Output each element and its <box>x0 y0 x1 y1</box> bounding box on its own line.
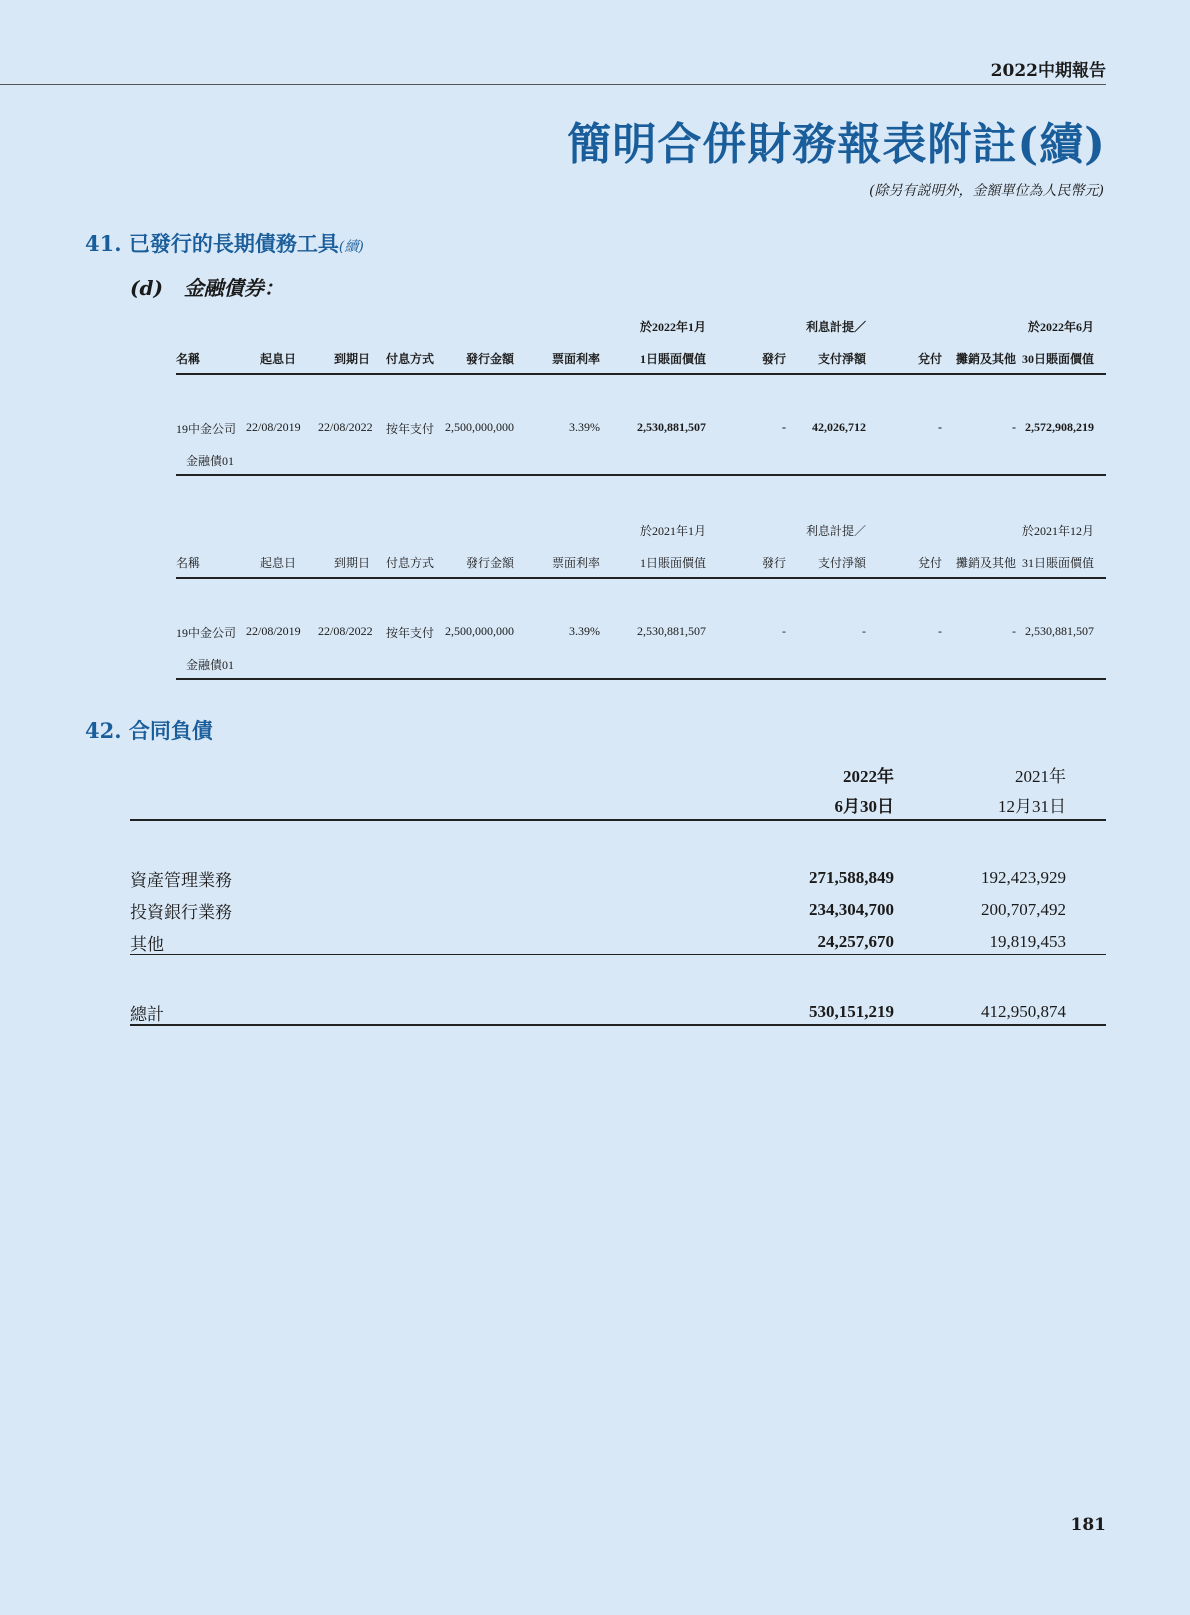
row-label: 資產管理業務 <box>130 871 232 890</box>
table-row <box>176 420 1106 438</box>
maturity-date: 22/08/2022 <box>318 624 373 638</box>
col-header: 攤銷及其他 <box>955 352 1016 366</box>
table-bottom-rule <box>176 474 1106 476</box>
col-header: 起息日 <box>260 352 297 366</box>
col-header: 兌付 <box>917 352 942 366</box>
value-date: 22/08/2019 <box>246 624 301 638</box>
col-header: 於2022年6月 <box>1027 320 1094 334</box>
bond-name: 19中金公司 <box>176 626 237 640</box>
col-header: 支付淨額 <box>817 352 866 366</box>
col-header: 到期日 <box>334 556 371 570</box>
net-interest: - <box>862 624 866 638</box>
value-2021: 19,819,453 <box>989 932 1066 951</box>
value-2022: 271,588,849 <box>809 868 894 887</box>
header-rule <box>130 819 1106 821</box>
header-row <box>176 350 1106 368</box>
header-rule <box>0 84 1106 85</box>
col-header: 發行 <box>761 352 786 366</box>
interest-method: 按年支付 <box>386 626 435 640</box>
opening-value: 2,530,881,507 <box>637 624 706 638</box>
col-header: 票面利率 <box>551 556 600 570</box>
col-header: 票面利率 <box>551 352 600 366</box>
issue-amount: 2,500,000,000 <box>445 624 514 638</box>
col-header: 31日賬面價值 <box>1021 556 1094 570</box>
header-row <box>176 554 1106 572</box>
redemption: - <box>938 624 942 638</box>
table-row-continuation <box>176 656 1106 674</box>
col-header: 支付淨額 <box>817 556 866 570</box>
col-header: 於2021年12月 <box>1021 524 1094 538</box>
row-label: 其他 <box>130 935 164 954</box>
section-number: 42. <box>85 718 122 743</box>
subsection-heading <box>130 272 284 301</box>
page-number: 181 <box>1070 1515 1106 1535</box>
coupon-rate: 3.39% <box>569 624 600 638</box>
col-header: 1日賬面價值 <box>639 352 706 366</box>
redemption: - <box>938 420 942 434</box>
issuance: - <box>782 420 786 434</box>
units-note: (除另有説明外，金額單位為人民幣元) <box>869 183 1104 199</box>
bond-table-2022 <box>176 318 1106 478</box>
col-header: 發行 <box>761 556 786 570</box>
value-2022: 234,304,700 <box>809 900 894 919</box>
maturity-date: 22/08/2022 <box>318 420 373 434</box>
bond-name: 19中金公司 <box>176 422 237 436</box>
section-title: 合同負債 <box>128 718 213 743</box>
total-label: 總計 <box>130 1005 164 1024</box>
amortisation: - <box>1012 624 1016 638</box>
closing-value: 2,572,908,219 <box>1025 420 1094 434</box>
col-header: 利息計提／ <box>805 320 866 334</box>
col-header: 利息計提／ <box>805 524 866 538</box>
value-2021: 200,707,492 <box>981 900 1066 919</box>
section-41-heading <box>85 228 364 258</box>
header-rule <box>176 577 1106 579</box>
header-row-top <box>176 318 1106 336</box>
col-header: 名稱 <box>176 352 201 366</box>
amortisation: - <box>1012 420 1016 434</box>
col-header: 發行金額 <box>465 352 514 366</box>
contract-liabilities-table <box>130 760 1106 1030</box>
col-header: 1日賬面價值 <box>639 556 706 570</box>
section-number: 41. <box>85 231 122 256</box>
section-title: 已發行的長期債務工具 <box>128 231 339 256</box>
coupon-rate: 3.39% <box>569 420 600 434</box>
value-date: 22/08/2019 <box>246 420 301 434</box>
value-2021: 192,423,929 <box>981 868 1066 887</box>
net-interest: 42,026,712 <box>812 420 866 434</box>
col-header: 於2022年1月 <box>639 320 706 334</box>
col-header-2021-date: 12月31日 <box>998 797 1066 816</box>
issue-amount: 2,500,000,000 <box>445 420 514 434</box>
header-row-top <box>176 522 1106 540</box>
table-row-continuation <box>176 452 1106 470</box>
section-42-heading <box>85 715 213 745</box>
col-header: 到期日 <box>334 352 371 366</box>
subtotal-rule <box>130 954 1106 955</box>
page-title: 簡明合併財務報表附註(續) <box>567 119 1106 170</box>
subsection-title: 金融債券： <box>183 276 284 300</box>
table-row <box>176 624 1106 642</box>
bond-name-line2: 金融債01 <box>186 454 235 468</box>
interest-method: 按年支付 <box>386 422 435 436</box>
bond-name-line2: 金融債01 <box>186 658 235 672</box>
table-bottom-rule <box>176 678 1106 680</box>
col-header: 於2021年1月 <box>639 524 706 538</box>
opening-value: 2,530,881,507 <box>637 420 706 434</box>
row-label: 投資銀行業務 <box>130 903 232 922</box>
total-2022: 530,151,219 <box>809 1002 894 1021</box>
col-header: 兌付 <box>917 556 942 570</box>
total-2021: 412,950,874 <box>981 1002 1066 1021</box>
subsection-label: (d) <box>130 276 163 300</box>
bond-table-2021 <box>176 522 1106 682</box>
col-header: 付息方式 <box>386 352 435 366</box>
col-header-2021: 2021年 <box>1015 767 1066 786</box>
col-header: 發行金額 <box>465 556 514 570</box>
issuance: - <box>782 624 786 638</box>
report-label: 2022中期報告 <box>990 61 1106 81</box>
closing-value: 2,530,881,507 <box>1025 624 1094 638</box>
col-header-2022: 2022年 <box>843 767 894 786</box>
col-header: 攤銷及其他 <box>955 556 1016 570</box>
header-rule <box>176 373 1106 375</box>
col-header: 名稱 <box>176 556 201 570</box>
col-header: 起息日 <box>260 556 297 570</box>
col-header: 30日賬面價值 <box>1021 352 1094 366</box>
total-rule <box>130 1024 1106 1026</box>
value-2022: 24,257,670 <box>817 932 894 951</box>
col-header: 付息方式 <box>386 556 435 570</box>
col-header-2022-date: 6月30日 <box>834 797 894 816</box>
continued-label: (續) <box>338 239 364 255</box>
